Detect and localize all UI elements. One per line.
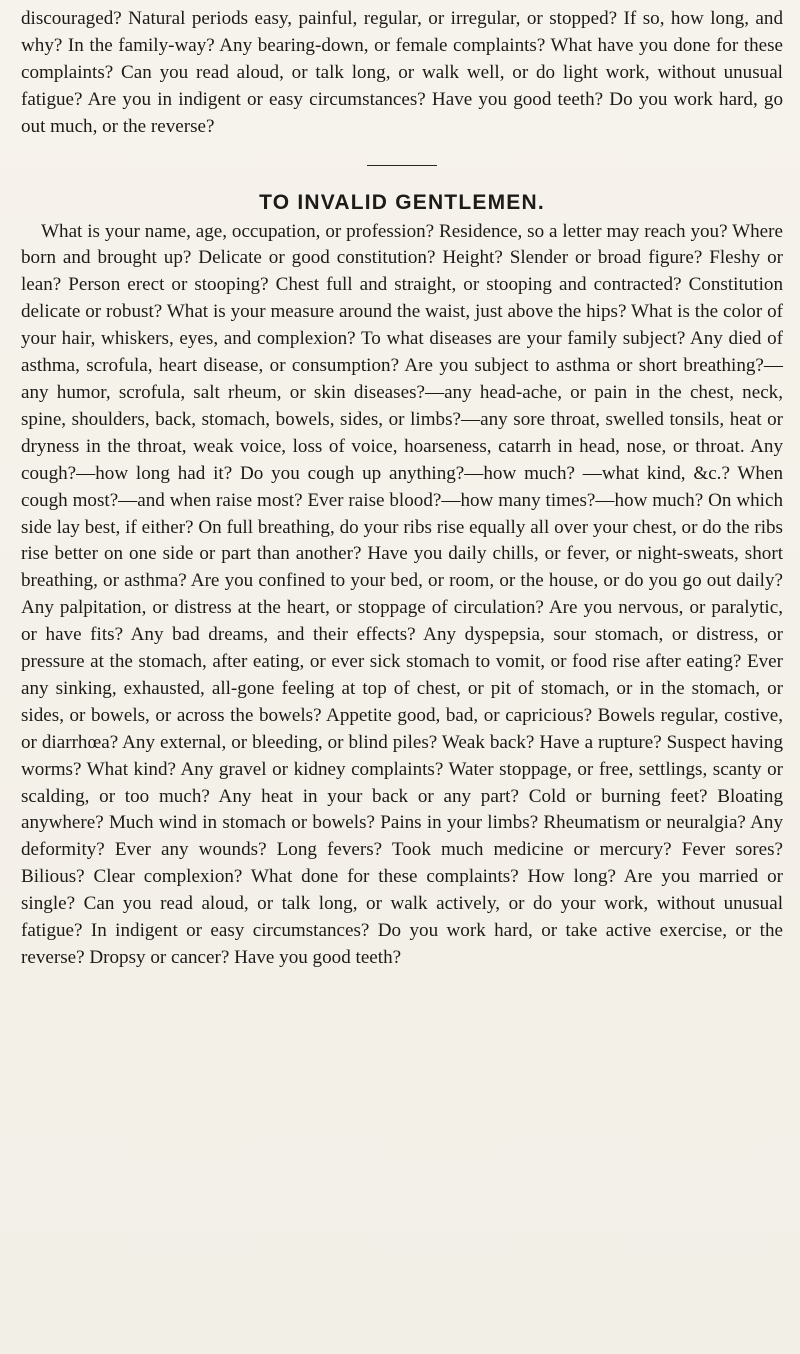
questionnaire-paragraph: What is your name, age, occupation, or profession? Residence, so a letter may reach you? Where born and brought up? Delicate or good constitution? Height? Slender or broad figure? Fleshy or lean? Person erect or stooping? Chest full and straight, or stooping and contracted? Constitution delicate or robust? What is your measure around the waist, just above the hips? What is the color of your hair, whiskers, eyes, and complexion? To what diseases are your family subject? Any died of asthma, scrofula, heart disease, or consumption? Are you subject to asthma or short breathing?—any humor, scrofula, salt rheum, or skin diseases?—any head-ache, or pain in the chest, neck, spine, shoulders, back, stomach, bowels, sides, or limbs?—any sore throat, swelled tonsils, heat or dryness in the throat, weak voice, loss of voice, hoarseness, catarrh in head, nose, or throat. Any cough?—how long had it? Do you cough up anything?—how much? —what kind, &c.? When cough most?—and when raise most? Ever raise blood?—how many times?—how much? On which side lay best, if either? On full breathing, do your ribs rise equally all over your chest, or do the ribs rise better on one side or part than another? Have you daily chills, or fever, or night-sweats, short breathing, or asthma? Are you confined to your bed, or room, or the house, or do you go out daily? Any palpitation, or distress at the heart, or stoppage of circulation? Are you nervous, or paralytic, or have fits? Any bad dreams, and their effects? Any dyspepsia, sour stomach, or distress, or pressure at the stomach, after eating, or ever sick stomach to vomit, or food rise after eating? Ever any sinking, exhausted, all-gone feeling at top of chest, or pit of stomach, or in the stomach, or sides, or bowels, or across the bowels? Appetite good, bad, or capricious? Bowels regular, costive, or diarrhœa? Any external, or bleeding, or blind piles? Weak back? Have a rupture? Suspect having worms? What kind? Any gravel or kidney complaints? Water stoppage, or free, settlings, scanty or scalding, or too much? Any heat in your back or any part? Cold or burning feet? Bloating anywhere? Much wind in stomach or bowels? Pains in your limbs? Rheumatism or neuralgia? Any deformity? Ever any wounds? Long fevers? Took much medicine or mercury? Fever sores? Bilious? Clear complexion? What done for these complaints? How long? Are you married or single? Can you read aloud, or talk long, or walk actively, or do your work, without unusual fatigue? In indigent or easy circumstances? Do you work hard, or take active exercise, or the reverse? Dropsy or cancer? Have you good teeth? [21, 220, 783, 968]
section-heading: TO INVALID GENTLEMEN. [259, 190, 545, 214]
text-column [21, 6, 783, 972]
intro-paragraph: discouraged? Natural periods easy, painful, regular, or irregular, or stopped? If so, how long, and why? In the family-way? Any bearing-down, or female complaints? What have you done for these complaints? Can you read aloud, or talk long, or walk well, or do light work, without unusual fatigue? Are you in indigent or easy circumstances? Have you good teeth? Do you work hard, go out much, or the reverse? [21, 8, 783, 137]
section-divider [367, 165, 437, 166]
